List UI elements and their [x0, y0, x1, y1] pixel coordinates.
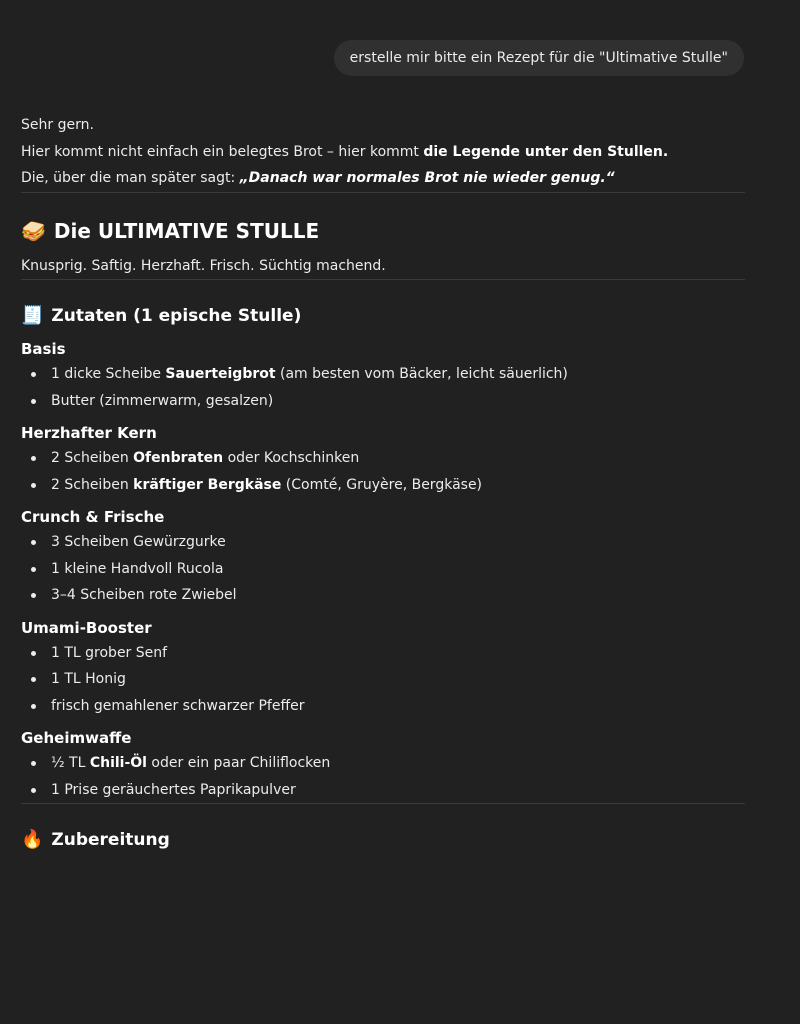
intro-line-1: Sehr gern. [21, 117, 94, 133]
user-message-bubble [334, 40, 744, 76]
ingredient-note: (am besten vom Bäcker, leicht säuerlich) [275, 366, 568, 382]
ingredient-list [21, 529, 745, 609]
ingredient-item [21, 777, 745, 804]
zubereitung-heading-text: Zubereitung [51, 830, 170, 850]
ingredient-highlight: Sauerteigbrot [165, 366, 276, 382]
ingredient-group-heading: Geheimwaffe [21, 729, 132, 747]
ingredient-highlight: kräftiger Bergkäse [133, 476, 282, 493]
ingredient-group-heading: Crunch & Frische [21, 508, 165, 526]
user-message-text: erstelle mir bitte ein Rezept für die "Ultimative Stulle" [349, 50, 728, 66]
ingredient-group-heading: Basis [21, 340, 66, 358]
ingredient-text: 2 Scheiben [51, 476, 134, 493]
zutaten-heading [21, 306, 745, 326]
ingredient-note: oder Kochschinken [223, 450, 360, 466]
ingredient-item [21, 556, 745, 583]
sandwich-icon: 🥪 [21, 218, 46, 243]
divider [21, 192, 745, 193]
assistant-message [21, 112, 745, 850]
ingredient-group-heading: Umami-Booster [21, 618, 152, 637]
ingredient-text: Butter (zimmerwarm, gesalzen) [51, 392, 274, 409]
intro [21, 112, 745, 192]
ingredient-note: oder ein paar Chiliflocken [146, 755, 331, 771]
ingredient-text: 3 Scheiben Gewürzgurke [51, 534, 226, 550]
divider [21, 803, 745, 804]
intro-line-3 [21, 165, 745, 192]
fire-icon: 🔥 [21, 829, 44, 850]
receipt-icon: 🧾 [21, 305, 44, 326]
intro-line-2 [21, 139, 745, 166]
divider [21, 279, 745, 280]
ingredient-list [21, 750, 745, 803]
ingredient-item [21, 666, 745, 693]
ingredient-text: ½ TL [51, 755, 90, 771]
ingredient-item [21, 445, 745, 472]
ingredient-list [21, 640, 745, 720]
intro-line-3-quote: „Danach war normales Brot nie wieder genug.“ [239, 170, 615, 186]
ingredient-text: 2 Scheiben [51, 450, 134, 466]
recipe-title-text: Die ULTIMATIVE STULLE [53, 218, 320, 243]
ingredient-item [21, 582, 745, 609]
ingredient-note: (Comté, Gruyère, Bergkäse) [281, 476, 483, 493]
ingredient-text: 1 kleine Handvoll Rucola [51, 560, 224, 577]
zubereitung-heading [21, 830, 745, 850]
ingredient-text: frisch gemahlener schwarzer Pfeffer [51, 697, 305, 714]
recipe-title [21, 219, 745, 243]
intro-line-2-bold: die Legende unter den Stullen. [423, 143, 669, 160]
ingredient-item [21, 693, 745, 720]
ingredient-groups [21, 340, 745, 803]
ingredient-group-heading: Herzhafter Kern [21, 424, 157, 442]
ingredient-text: 1 TL grober Senf [51, 644, 168, 661]
ingredient-item [21, 388, 745, 415]
intro-line-2-text: Hier kommt nicht einfach ein belegtes Brot – hier kommt [21, 143, 424, 160]
ingredient-list [21, 445, 745, 498]
ingredient-text: 3–4 Scheiben rote Zwiebel [51, 587, 237, 603]
ingredient-item [21, 640, 745, 667]
ingredient-text: 1 dicke Scheibe [51, 366, 166, 382]
ingredient-text: 1 TL Honig [51, 671, 126, 687]
intro-line-3-text: Die, über die man später sagt: [21, 170, 240, 186]
ingredient-item [21, 361, 745, 388]
tagline: Knusprig. Saftig. Herzhaft. Frisch. Süchtig machend. [21, 257, 386, 274]
ingredient-highlight: Ofenbraten [133, 450, 224, 466]
ingredient-item [21, 472, 745, 499]
ingredient-highlight: Chili-Öl [89, 755, 147, 771]
ingredient-item [21, 750, 745, 777]
ingredient-list [21, 361, 745, 414]
zutaten-heading-text: Zutaten (1 epische Stulle) [51, 306, 302, 326]
ingredient-item [21, 529, 745, 556]
ingredient-text: 1 Prise geräuchertes Paprikapulver [51, 781, 296, 798]
